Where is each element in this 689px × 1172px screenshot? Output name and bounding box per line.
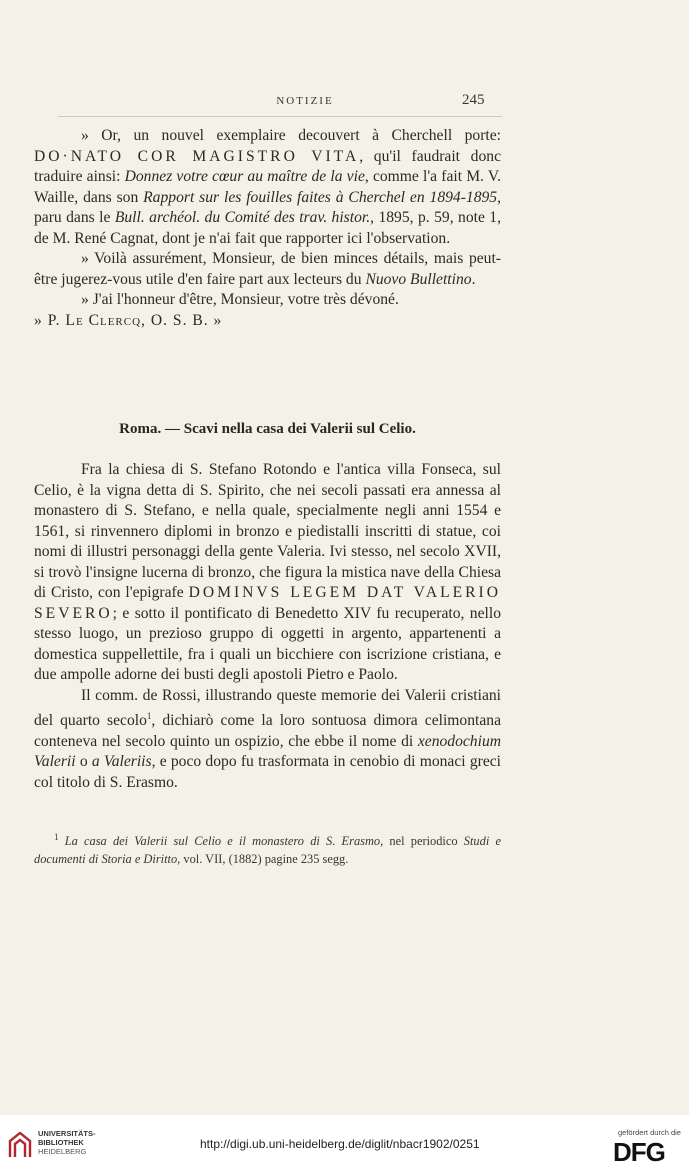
article-body [34, 460, 501, 793]
text-run: . [471, 270, 476, 288]
text-run: Fra la chiesa di S. Stefano Rotondo e l'antica villa Fonseca, sul Celio, è la vigna detta di S. Spirito, che nei secoli passati era annessa al monastero di S. Stefano, e nella quale, specialmente negli anni 1554 e 1561, si rinvennero diplomi in bronzo e piedistalli inscritti di statue, coi nomi di illustri personaggi della gente Valeria. Ivi stesso, nel secolo XVII, si trovò l'insigne lucerna di bronzo, che figura la mistica nave della Chiesa di Cristo, con l'epigrafe [34, 461, 501, 601]
university-library-logo-icon [8, 1131, 32, 1159]
text-run: Il comm. de Rossi, illustrando queste memorie dei Valerii cristiani del quarto secolo [34, 686, 501, 730]
letter-paragraph-1 [34, 126, 501, 249]
permalink[interactable]: http://digi.ub.uni-heidelberg.de/diglit/nbacr1902/0251 [200, 1137, 480, 1151]
text-run: , comme l'a fait M. V. Waille, dans son [34, 168, 501, 206]
running-head-title: NOTIZIE [276, 95, 334, 107]
page-number: 245 [462, 92, 485, 108]
library-line: HEIDELBERG [38, 1147, 87, 1156]
body-paragraph-1 [34, 460, 501, 686]
section-heading [34, 421, 501, 438]
text-run: , vol. VII, (1882) pagine 235 segg. [177, 852, 349, 867]
text-run: , e poco dopo fu trasformata in cenobio di monaci greci col titolo di S. Erasmo. [34, 753, 501, 791]
viewer-footer [0, 1115, 689, 1172]
italic-run: Donnez votre cœur au maître de la vie [124, 168, 365, 185]
text-run: , nel periodico [380, 834, 464, 849]
section-title: Scavi nella casa dei Valerii sul Celio. [183, 421, 416, 437]
footnote-number: 1 [54, 832, 59, 842]
italic-run: Bull. archéol. du Comité des trav. histor. [114, 209, 371, 226]
dfg-caption: gefördert durch die [618, 1128, 681, 1137]
italic-run: xenodochium Valerii [34, 732, 501, 771]
italic-run: La casa dei Valerii sul Celio e il monastero di S. Erasmo [64, 834, 381, 849]
footnote [34, 828, 501, 868]
library-name [38, 1129, 96, 1156]
text-run: » Or, un nouvel exemplaire decouvert à Cherchell porte: [81, 127, 501, 144]
library-line: UNIVERSITÄTS- [38, 1129, 96, 1138]
text-run: ; e sotto il pontificato di Benedetto XIV fu recuperato, nello stesso luogo, un prezioso gruppo di oggetti in argento, appartenenti a domestica suppellettile, fra i quali un bicchiere con iscrizione cristiana, e due ampolle adorne dei busti degli apostoli Pietro e Paolo. [34, 604, 501, 683]
header-rule [58, 116, 502, 117]
inscription: DOMINVS LEGEM DAT VALERIO SEVERO [34, 584, 501, 622]
text-run: , dichiarò come la loro sontuosa dimora celimontana conteneva nel secolo quinto un ospizio, che ebbe il nome di [34, 712, 501, 750]
section-dash: — [164, 421, 180, 437]
letter-text [34, 126, 501, 331]
section-place: Roma. [119, 421, 162, 437]
dfg-logo: DFG [613, 1137, 665, 1167]
italic-run: Studi e documenti di Storia e Diritto [34, 834, 501, 867]
signature: » P. Le Clercq, O. S. B. » [34, 311, 223, 329]
letter-paragraph-2 [34, 249, 501, 290]
text-run: , paru dans le [34, 188, 501, 226]
text-run: , qu'il faudrait donc traduire ainsi: [34, 147, 501, 185]
footnote-reference: 1 [146, 711, 152, 721]
text-run: , 1895, p. 59, note 1, de M. René Cagnat, dont je n'ai fait que rapporter ici l'observation. [34, 209, 501, 247]
text-run: o [75, 753, 92, 771]
italic-run: Nuovo Bullettino [365, 270, 472, 288]
text-run: » Voilà assurément, Monsieur, de bien minces détails, mais peut-être jugerez-vous utile d'en faire part aux lecteurs du [34, 250, 501, 288]
footnote-text [34, 828, 501, 868]
inscription: DO·NATO COR MAGISTRO VITA [34, 147, 360, 165]
italic-run: a Valeriis [91, 753, 152, 771]
letter-paragraph-3: » J'ai l'honneur d'être, Monsieur, votre très dévoné. [81, 291, 399, 308]
body-paragraph-2 [34, 686, 501, 794]
italic-run: Rapport sur les fouilles faites à Cherchel en 1894-1895 [143, 188, 498, 206]
library-line: BIBLIOTHEK [38, 1138, 84, 1147]
